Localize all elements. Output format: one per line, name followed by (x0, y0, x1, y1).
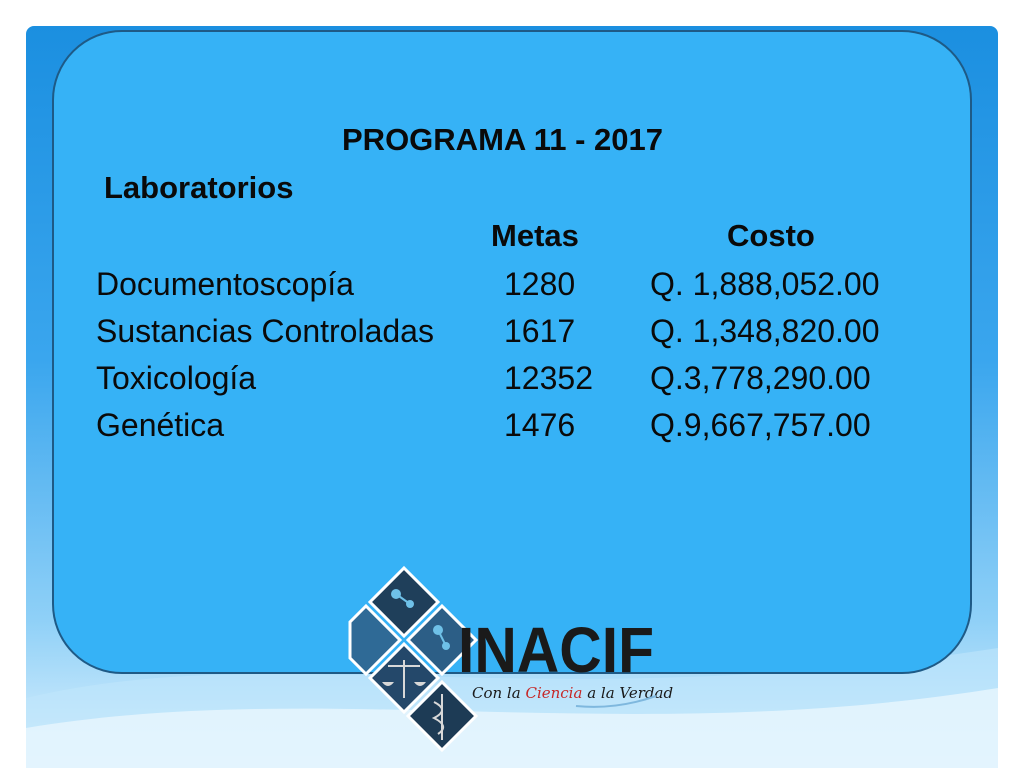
row-name: Sustancias Controladas (96, 313, 434, 349)
inacif-logo (346, 560, 676, 760)
row-metas: 1617 (504, 313, 576, 349)
svg-text:Con la Ciencia a la Ve: Con la Ciencia a la Verdad (472, 684, 674, 702)
row-costo: Q.9,667,757.00 (650, 407, 871, 443)
row-costo: Q. 1,348,820.00 (650, 313, 880, 349)
slide-subtitle: Laboratorios (104, 170, 294, 205)
row-costo: Q.3,778,290.00 (650, 360, 871, 396)
slide-title: PROGRAMA 11 - 2017 (342, 122, 664, 157)
logo-name: INACIF (458, 614, 654, 686)
row-metas: 1280 (504, 266, 576, 302)
row-metas: 12352 (504, 360, 593, 396)
row-name: Genética (96, 407, 225, 443)
column-header-costo: Costo (727, 218, 815, 253)
row-costo: Q. 1,888,052.00 (650, 266, 880, 302)
column-header-metas: Metas (491, 218, 579, 253)
row-name: Toxicología (96, 360, 257, 396)
row-metas: 1476 (504, 407, 576, 443)
row-name: Documentoscopía (96, 266, 354, 302)
